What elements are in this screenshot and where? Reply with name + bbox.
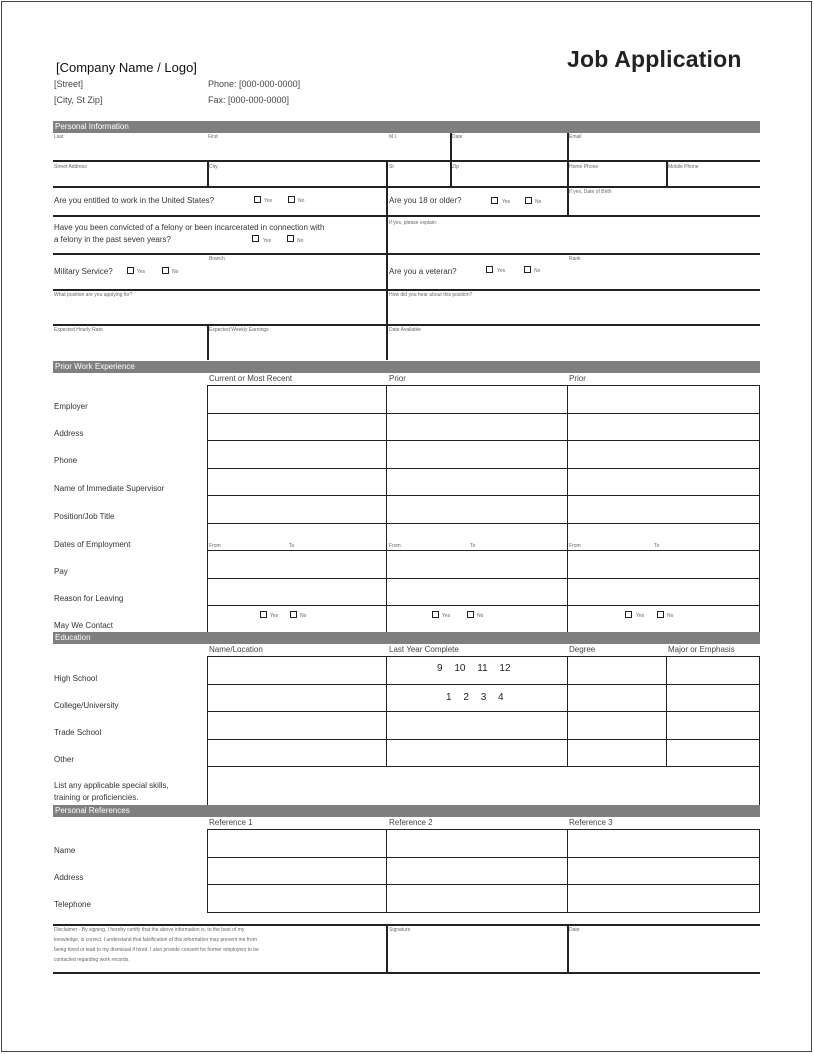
row-line [53, 215, 760, 217]
disclaimer: Disclaimer - By signing, I hereby certify that the above information is, to the best of my [54, 927, 245, 933]
yes-label: Yes [137, 269, 146, 275]
ref-cell[interactable] [568, 885, 760, 913]
work-cell[interactable] [208, 551, 387, 579]
work-cell[interactable] [568, 468, 760, 496]
contact-3-yes-checkbox[interactable] [625, 611, 632, 618]
row-line [53, 324, 760, 326]
to-label: To [654, 543, 660, 549]
divider [567, 187, 569, 216]
work-row-phone: Phone [54, 456, 78, 465]
from-label: From [389, 543, 401, 549]
edu-cell[interactable] [208, 657, 387, 685]
edu-cell[interactable] [568, 684, 667, 712]
field-mi[interactable]: M.I. [389, 134, 398, 140]
contact-1-yes-checkbox[interactable] [260, 611, 267, 618]
section-prior-work-experience: Prior Work Experience [53, 361, 760, 373]
edu-row-other: Other [54, 755, 75, 764]
edu-cell[interactable] [568, 712, 667, 740]
work-cell[interactable] [387, 496, 568, 524]
edu-col-major: Major or Emphasis [668, 645, 735, 654]
signature-date-field[interactable]: Date [569, 927, 580, 933]
ref-cell[interactable] [208, 885, 387, 913]
disclaimer-4: contacted regarding work records. [54, 957, 130, 963]
edu-row-trade: Trade School [54, 728, 102, 737]
field-mobile-phone[interactable]: Mobile Phone [668, 164, 699, 170]
work-col-current: Current or Most Recent [209, 374, 293, 383]
contact-2-yes-checkbox[interactable] [432, 611, 439, 618]
contact-2-no-checkbox[interactable] [467, 611, 474, 618]
field-branch[interactable]: Branch [209, 256, 225, 262]
field-email[interactable]: Email [569, 134, 582, 140]
footer-line [53, 924, 760, 926]
company-fax: Fax: [000-000-0000] [208, 95, 290, 105]
edu-col-degree: Degree [569, 645, 596, 654]
college-years [446, 692, 504, 703]
field-date[interactable]: Date [452, 134, 463, 140]
to-label: To [289, 543, 295, 549]
row-line [53, 289, 760, 291]
company-phone: Phone: [000-000-0000] [208, 79, 301, 89]
divider [450, 133, 452, 161]
divider [567, 133, 569, 161]
work-cell[interactable] [568, 413, 760, 441]
row-line [53, 186, 760, 188]
edu-row-high-school: High School [54, 674, 98, 683]
felony-yes-checkbox[interactable] [252, 235, 259, 242]
divider [207, 325, 209, 360]
yes-label: Yes [264, 198, 273, 204]
company-city: [City, St Zip] [54, 95, 103, 105]
no-label: No [298, 198, 305, 204]
divider [450, 161, 452, 187]
edu-cell[interactable] [208, 684, 387, 712]
section-education: Education [53, 632, 760, 644]
ref-row-telephone: Telephone [54, 900, 91, 909]
military-yes-checkbox[interactable] [127, 267, 134, 274]
felony-question-2: a felony in the past seven years? [54, 235, 171, 244]
divider [386, 216, 388, 254]
work-cell[interactable] [208, 413, 387, 441]
disclaimer-2: knowledge, is correct. I understand that falsification of this information may prevent me from [54, 937, 257, 943]
work-cell[interactable] [387, 551, 568, 579]
contact-1-no-checkbox[interactable] [290, 611, 297, 618]
field-hear[interactable]: How did you hear about this position? [389, 292, 473, 298]
yes-label: Yes [263, 238, 272, 244]
hs-year[interactable]: 11 [477, 663, 488, 674]
work-cell[interactable] [387, 606, 568, 633]
field-home-phone[interactable]: Home Phone [569, 164, 599, 170]
ref-cell[interactable] [208, 857, 387, 885]
divider [386, 187, 388, 216]
college-year[interactable]: 4 [498, 692, 504, 703]
field-expected-weekly[interactable]: Expected Weekly Earnings [209, 327, 269, 333]
yes-label: Yes [502, 199, 511, 205]
section-personal-references: Personal References [53, 805, 760, 817]
veteran-no-checkbox[interactable] [524, 266, 531, 273]
edu-cell[interactable] [208, 712, 387, 740]
edu-cell[interactable] [667, 739, 760, 767]
field-state[interactable]: St [389, 164, 394, 170]
field-first[interactable]: First [208, 134, 218, 140]
work-row-address: Address [54, 429, 84, 438]
work-cell[interactable] [208, 523, 387, 551]
work-row-supervisor: Name of Immediate Supervisor [54, 484, 165, 493]
no-label: No [172, 269, 179, 275]
work-cell[interactable] [208, 386, 387, 414]
ref-cell[interactable] [387, 857, 568, 885]
field-date-available[interactable]: Date Available [389, 327, 421, 333]
work-experience-table [207, 385, 760, 633]
field-street-address[interactable]: Street Address [54, 164, 87, 170]
ref-cell[interactable] [568, 830, 760, 858]
edu-cell[interactable] [387, 739, 568, 767]
work-cell[interactable] [568, 496, 760, 524]
divider [207, 161, 209, 187]
company-street: [Street] [54, 79, 84, 89]
divider [386, 254, 388, 290]
skills-field[interactable] [207, 765, 760, 806]
field-city[interactable]: City [209, 164, 218, 170]
hs-year[interactable]: 12 [499, 663, 511, 674]
row-line [53, 253, 760, 255]
ref-row-address: Address [54, 873, 84, 882]
college-year[interactable]: 3 [480, 692, 487, 703]
college-year[interactable]: 2 [463, 692, 469, 703]
edu-col-year: Last Year Complete [389, 645, 459, 654]
ref-col-3: Reference 3 [569, 818, 613, 827]
field-zip[interactable]: Zip [452, 164, 459, 170]
field-expected-hourly[interactable]: Expected Hourly Rate [54, 327, 103, 333]
work-col-prior-2: Prior [569, 374, 586, 383]
divider [386, 325, 388, 360]
veteran-question: Are you a veteran? [389, 267, 457, 276]
work-cell[interactable] [208, 496, 387, 524]
divider [567, 161, 569, 187]
felony-question: Have you been convicted of a felony or been incarcerated in connection with [54, 223, 325, 232]
no-label: No [667, 613, 674, 619]
field-explain[interactable]: If yes, please explain: [389, 220, 438, 226]
from-label: From [569, 543, 581, 549]
ref-cell[interactable] [568, 857, 760, 885]
no-label: No [297, 238, 304, 244]
work-row-dates: Dates of Employment [54, 540, 131, 549]
edu-cell[interactable] [208, 739, 387, 767]
work-row-pay: Pay [54, 567, 68, 576]
edu-cell[interactable] [667, 657, 760, 685]
work-col-prior-1: Prior [389, 374, 406, 383]
work-row-employer: Employer [54, 402, 88, 411]
edu-col-name: Name/Location [209, 645, 263, 654]
yes-label: Yes [636, 613, 645, 619]
work-cell[interactable] [568, 523, 760, 551]
yes-label: Yes [442, 613, 451, 619]
divider [386, 924, 388, 973]
college-year[interactable]: 1 [446, 692, 452, 703]
work-cell[interactable] [387, 468, 568, 496]
edu-cell[interactable] [667, 684, 760, 712]
work-row-position: Position/Job Title [54, 512, 115, 521]
edu-cell[interactable] [387, 712, 568, 740]
disclaimer-3: being hired or lead to my dismissal if hired. I also provide consent for former employers to be [54, 947, 259, 953]
hs-year[interactable]: 9 [437, 663, 443, 674]
work-cell[interactable] [208, 578, 387, 606]
felony-no-checkbox[interactable] [287, 235, 294, 242]
yes-label: Yes [270, 613, 279, 619]
yes-label: Yes [497, 268, 506, 274]
field-last[interactable]: Last [54, 134, 64, 140]
entitled-yes-checkbox[interactable] [254, 196, 261, 203]
contact-3-no-checkbox[interactable] [657, 611, 664, 618]
from-label: From [209, 543, 221, 549]
no-label: No [535, 199, 542, 205]
work-cell[interactable] [568, 551, 760, 579]
field-rank[interactable]: Rank [569, 256, 581, 262]
ref-col-1: Reference 1 [209, 818, 253, 827]
no-label: No [300, 613, 307, 619]
divider [386, 290, 388, 325]
entitled-no-checkbox[interactable] [288, 196, 295, 203]
field-dob[interactable]: If yes, Date of Birth [569, 189, 612, 195]
edu-row-college: College/University [54, 701, 119, 710]
section-personal-information: Personal Information [53, 121, 760, 133]
edu-cell[interactable] [667, 712, 760, 740]
work-cell[interactable] [568, 386, 760, 414]
hs-years [437, 663, 511, 674]
work-cell[interactable] [387, 578, 568, 606]
signature-field[interactable]: Signature [389, 927, 411, 933]
page-title: Job Application [567, 46, 742, 72]
work-cell[interactable] [387, 386, 568, 414]
work-cell[interactable] [208, 606, 387, 633]
age-yes-checkbox[interactable] [491, 197, 498, 204]
ref-row-name: Name [54, 846, 76, 855]
divider [386, 161, 388, 187]
references-table [207, 829, 760, 913]
work-cell[interactable] [568, 606, 760, 633]
age-no-checkbox[interactable] [525, 197, 532, 204]
edu-cell[interactable] [568, 739, 667, 767]
no-label: No [477, 613, 484, 619]
military-no-checkbox[interactable] [162, 267, 169, 274]
edu-cell[interactable] [568, 657, 667, 685]
work-cell[interactable] [387, 523, 568, 551]
company-name: [Company Name / Logo] [56, 60, 197, 75]
work-row-contact: May We Contact [54, 621, 113, 630]
military-question: Military Service? [54, 267, 113, 276]
skills-label-2: training or proficiencies. [54, 793, 139, 802]
work-cell[interactable] [387, 413, 568, 441]
work-cell[interactable] [387, 441, 568, 469]
ref-cell[interactable] [387, 830, 568, 858]
ref-cell[interactable] [208, 830, 387, 858]
to-label: To [470, 543, 476, 549]
work-row-reason: Reason for Leaving [54, 594, 124, 603]
divider [666, 161, 668, 187]
ref-col-2: Reference 2 [389, 818, 433, 827]
work-cell[interactable] [208, 441, 387, 469]
footer-line [53, 972, 760, 974]
hs-year[interactable]: 10 [454, 663, 466, 674]
field-position[interactable]: What position are you applying for? [54, 292, 133, 298]
entitled-question: Are you entitled to work in the United States? [54, 196, 215, 205]
age-question: Are you 18 or older? [389, 196, 462, 205]
row-line [53, 160, 760, 162]
ref-cell[interactable] [387, 885, 568, 913]
work-cell[interactable] [568, 441, 760, 469]
work-cell[interactable] [568, 578, 760, 606]
work-cell[interactable] [208, 468, 387, 496]
skills-label: List any applicable special skills, [54, 781, 169, 790]
veteran-yes-checkbox[interactable] [486, 266, 493, 273]
no-label: No [534, 268, 541, 274]
